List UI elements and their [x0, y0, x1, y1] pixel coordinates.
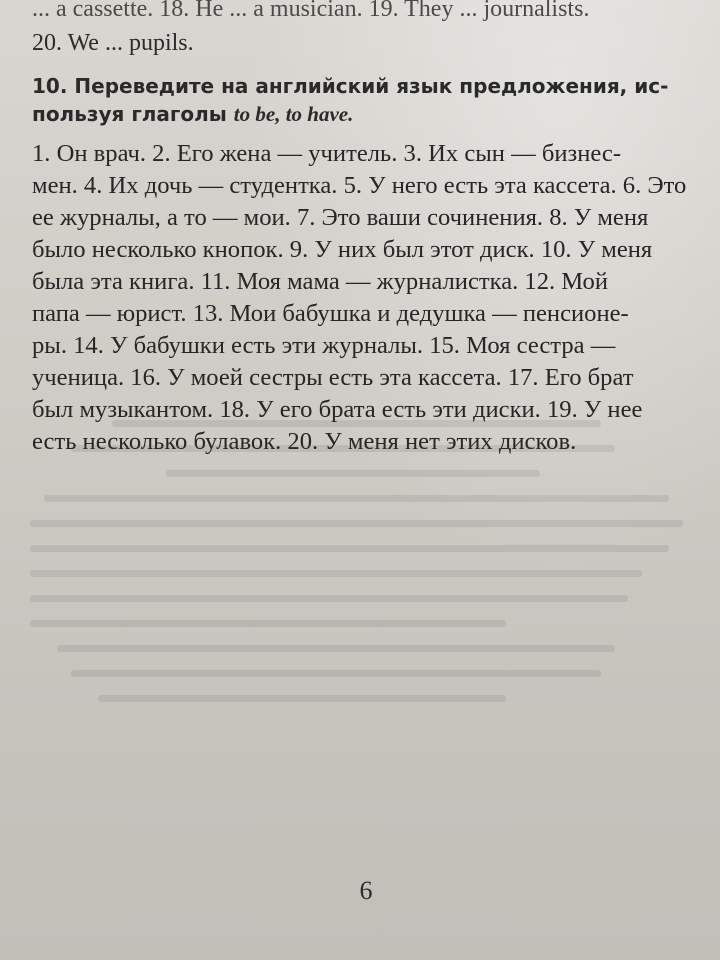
exercise-body-line: папа — юрист. 13. Мои бабушка и дедушка — пенсионе-	[32, 300, 629, 327]
exercise-body-line: был музыкантом. 18. У его брата есть эти диски. 19. У нее	[32, 396, 643, 423]
exercise-body-line: ученица. 16. У моей сестры есть эта кассета. 17. Его брат	[32, 364, 634, 391]
exercise-body-line: ее журналы, а то — мои. 7. Это ваши сочинения. 8. У меня	[32, 204, 649, 231]
exercise-body-line: ры. 14. У бабушки есть эти журналы. 15. Моя сестра —	[32, 332, 616, 359]
exercise-body-line: было несколько кнопок. 9. У них был этот диск. 10. У меня	[32, 236, 653, 263]
previous-exercise-line: 20. We ... pupils.	[32, 30, 194, 56]
previous-exercise-line: ... a cassette. 18. He ... a musician. 19. They ... journalists.	[32, 0, 590, 22]
exercise-heading-line: 10. Переведите на английский язык предложения, ис-	[32, 74, 669, 98]
show-through-text	[30, 420, 710, 840]
exercise-heading	[32, 72, 692, 128]
exercise-heading-line	[32, 100, 692, 128]
exercise-body-line: была эта книга. 11. Моя мама — журналистка. 12. Мой	[32, 268, 609, 295]
exercise-body-line: 1. Он врач. 2. Его жена — учитель. 3. Их сын — бизнес-	[32, 140, 622, 167]
exercise-heading-text: пользуя глаголы	[32, 102, 234, 126]
page-number: 6	[359, 876, 373, 905]
exercise-body-line: мен. 4. Их дочь — студентка. 5. У него есть эта кассета. 6. Это	[32, 172, 687, 199]
previous-exercise-tail	[32, 0, 692, 60]
exercise-body	[32, 138, 692, 458]
exercise-heading-verbs: to be, to have.	[233, 102, 354, 126]
exercise-body-line: есть несколько булавок. 20. У меня нет этих дисков.	[32, 428, 577, 455]
